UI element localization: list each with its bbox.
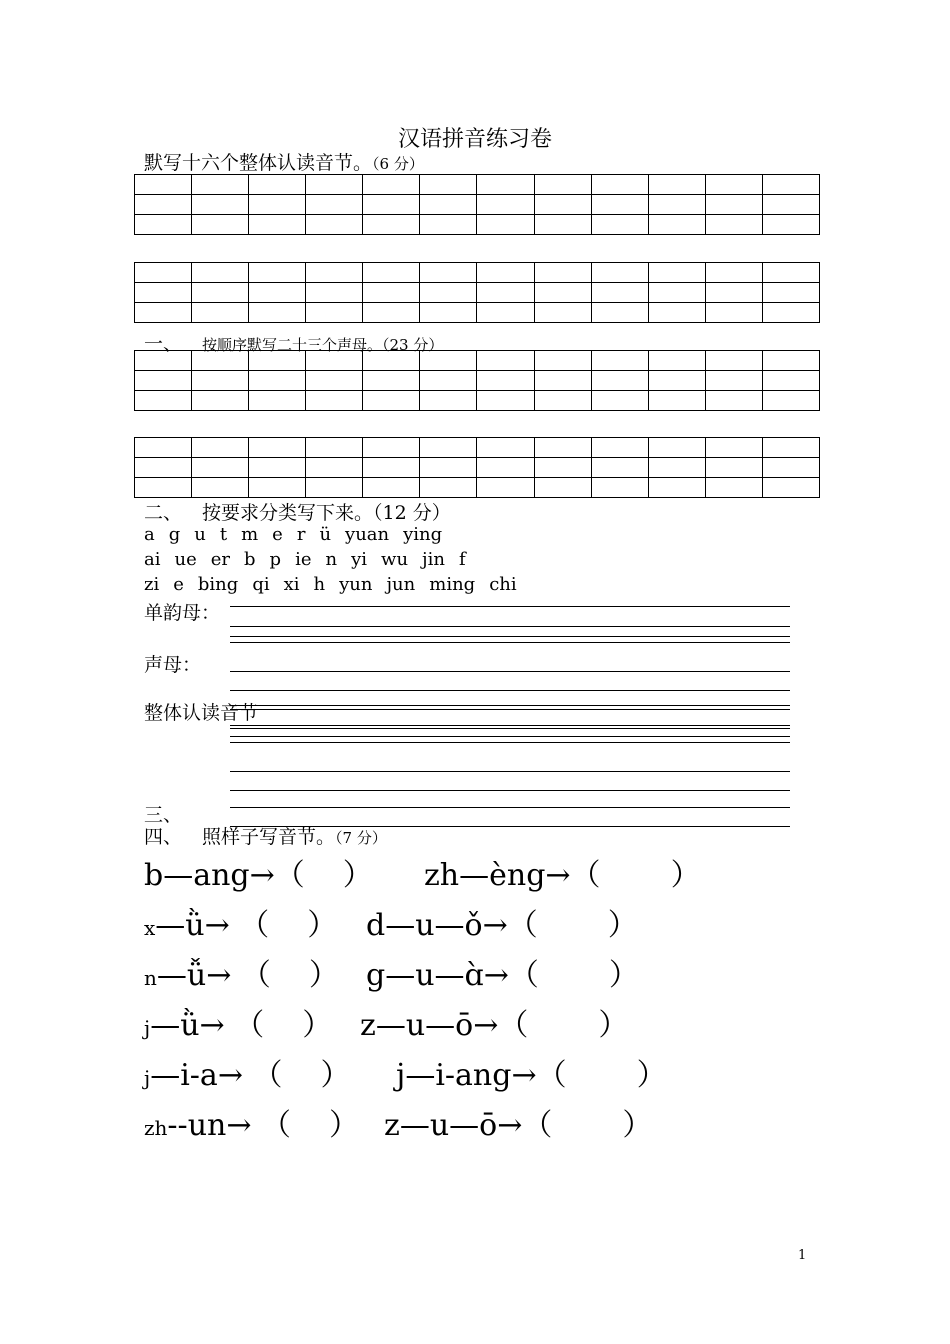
initial: n xyxy=(144,966,157,990)
grid-cell[interactable] xyxy=(762,458,819,478)
grid-cell[interactable] xyxy=(306,263,363,283)
grid-cell[interactable] xyxy=(420,458,477,478)
syllable-parts: —ǚ→ （ xyxy=(156,958,271,993)
grid-cell[interactable] xyxy=(591,175,648,195)
answer-line[interactable] xyxy=(230,807,790,808)
grid-cell[interactable] xyxy=(534,391,591,411)
grid-cell[interactable] xyxy=(591,283,648,303)
close-paren: ） xyxy=(320,1058,351,1093)
section-4-text: 照样子写音节。 xyxy=(202,826,336,848)
grid-cell[interactable] xyxy=(306,458,363,478)
grid-cell[interactable] xyxy=(363,478,420,498)
grid-cell[interactable] xyxy=(648,438,705,458)
pinyin-letter: ie xyxy=(295,549,312,570)
grid-cell[interactable] xyxy=(762,438,819,458)
pinyin-letter: a xyxy=(144,524,155,545)
grid-cell[interactable] xyxy=(648,351,705,371)
pinyin-letter: jun xyxy=(386,574,416,595)
grid-cell[interactable] xyxy=(363,371,420,391)
grid-cell[interactable] xyxy=(591,478,648,498)
grid-cell[interactable] xyxy=(192,175,249,195)
pinyin-letter: b xyxy=(244,549,256,570)
grid-cell[interactable] xyxy=(705,371,762,391)
grid-cell[interactable] xyxy=(534,263,591,283)
initial: b xyxy=(144,858,164,893)
close-paren: ） xyxy=(307,908,338,943)
grid-cell[interactable] xyxy=(306,351,363,371)
pinyin-letter: g xyxy=(168,524,181,545)
grid-cell[interactable] xyxy=(705,478,762,498)
grid-row xyxy=(135,438,820,458)
grid-cell[interactable] xyxy=(420,195,477,215)
syllable-parts: —ǜ→ （ xyxy=(155,908,270,943)
pinyin-letter: xi xyxy=(283,574,300,595)
grid-cell[interactable] xyxy=(477,263,534,283)
initial: j xyxy=(144,1016,151,1040)
grid-cell[interactable] xyxy=(249,263,306,283)
grid-cell[interactable] xyxy=(249,438,306,458)
answer-line[interactable] xyxy=(230,642,790,643)
grid-cell[interactable] xyxy=(192,391,249,411)
writing-grid-2 xyxy=(134,262,820,323)
pinyin-letter: jin xyxy=(422,549,445,570)
answer-line[interactable] xyxy=(230,728,790,729)
grid-cell[interactable] xyxy=(363,195,420,215)
grid-cell[interactable] xyxy=(249,195,306,215)
pinyin-letter: e xyxy=(173,574,184,595)
answer-line[interactable] xyxy=(230,636,790,637)
grid-cell[interactable] xyxy=(705,195,762,215)
pinyin-letter: wu xyxy=(381,549,409,570)
initial: z xyxy=(384,1108,400,1143)
grid-cell[interactable] xyxy=(534,303,591,323)
grid-cell[interactable] xyxy=(762,351,819,371)
grid-cell[interactable] xyxy=(705,351,762,371)
grid-cell[interactable] xyxy=(534,371,591,391)
exercise-b xyxy=(366,950,639,994)
grid-cell[interactable] xyxy=(762,478,819,498)
section-intro-score: （6 分） xyxy=(372,155,424,173)
close-paren: ） xyxy=(607,908,638,943)
letter-row-1 xyxy=(144,524,456,545)
close-paren: ） xyxy=(608,958,639,993)
grid-cell[interactable] xyxy=(135,391,192,411)
close-paren: ） xyxy=(329,1108,360,1143)
section-1-text: 按顺序默写二十三个声母。 xyxy=(202,336,383,354)
grid-cell[interactable] xyxy=(135,283,192,303)
section-3-label: 三、 xyxy=(144,804,183,826)
grid-cell[interactable] xyxy=(477,391,534,411)
grid-cell[interactable] xyxy=(534,195,591,215)
grid-cell[interactable] xyxy=(705,391,762,411)
syllable-parts: —ǜ→ （ xyxy=(150,1008,265,1043)
exercise-a xyxy=(144,1100,359,1144)
pinyin-letter: qi xyxy=(252,574,270,595)
pinyin-letter: yuan xyxy=(345,524,390,545)
syllable-parts: —u—ɑ̀→（ xyxy=(385,958,539,993)
grid-cell[interactable] xyxy=(249,371,306,391)
close-paren: ） xyxy=(302,1008,333,1043)
answer-line[interactable] xyxy=(230,790,790,791)
initial: g xyxy=(366,958,386,993)
grid-row xyxy=(135,371,820,391)
pinyin-letter: n xyxy=(325,549,338,570)
pinyin-letter: ming xyxy=(429,574,476,595)
grid-cell[interactable] xyxy=(135,478,192,498)
syllable-parts: --un→ （ xyxy=(167,1108,292,1143)
grid-cell[interactable] xyxy=(420,391,477,411)
grid-cell[interactable] xyxy=(192,371,249,391)
initial: x xyxy=(144,916,156,940)
grid-cell[interactable] xyxy=(135,371,192,391)
grid-cell[interactable] xyxy=(249,215,306,235)
initial: zh xyxy=(424,858,460,893)
grid-cell[interactable] xyxy=(306,303,363,323)
initial: d xyxy=(366,908,386,943)
exercise-a xyxy=(144,900,337,944)
grid-cell[interactable] xyxy=(135,263,192,283)
grid-cell[interactable] xyxy=(591,351,648,371)
grid-cell[interactable] xyxy=(762,263,819,283)
grid-cell[interactable] xyxy=(192,303,249,323)
syllable-parts: —i-ang→（ xyxy=(405,1058,567,1093)
grid-cell[interactable] xyxy=(249,351,306,371)
grid-cell[interactable] xyxy=(705,175,762,195)
answer-line[interactable] xyxy=(230,736,790,737)
grid-cell[interactable] xyxy=(363,263,420,283)
grid-cell[interactable] xyxy=(135,458,192,478)
page-number: 1 xyxy=(798,1248,807,1263)
grid-row xyxy=(135,195,820,215)
pinyin-letter: ü xyxy=(319,524,332,545)
answer-line[interactable] xyxy=(230,742,790,743)
close-paren: ） xyxy=(622,1108,653,1143)
pinyin-letter: p xyxy=(269,549,282,570)
grid-cell[interactable] xyxy=(363,438,420,458)
grid-cell[interactable] xyxy=(591,458,648,478)
grid-cell[interactable] xyxy=(192,351,249,371)
grid-cell[interactable] xyxy=(249,458,306,478)
grid-cell[interactable] xyxy=(249,391,306,411)
pinyin-letter: r xyxy=(296,524,306,545)
writing-grid-4 xyxy=(134,437,820,498)
grid-cell[interactable] xyxy=(705,283,762,303)
pinyin-letter: m xyxy=(241,524,259,545)
grid-cell[interactable] xyxy=(363,351,420,371)
section-2-text: 按要求分类写下来。 xyxy=(202,502,374,524)
syllable-parts: —u—ō→（ xyxy=(399,1108,553,1143)
grid-cell[interactable] xyxy=(135,175,192,195)
pinyin-letter: u xyxy=(194,524,206,545)
grid-row xyxy=(135,263,820,283)
pinyin-letter: er xyxy=(210,549,231,570)
section-intro-heading xyxy=(144,148,424,175)
grid-cell[interactable] xyxy=(534,351,591,371)
category-vowels-label: 单韵母： xyxy=(144,602,221,624)
grid-cell[interactable] xyxy=(591,215,648,235)
grid-cell[interactable] xyxy=(762,303,819,323)
grid-cell[interactable] xyxy=(420,438,477,458)
grid-cell[interactable] xyxy=(192,478,249,498)
exercise-a xyxy=(144,850,373,894)
category-whole-label: 整体认读音节 xyxy=(144,702,259,724)
section-2-label: 二、 xyxy=(144,502,183,524)
grid-cell[interactable] xyxy=(648,195,705,215)
grid-cell[interactable] xyxy=(591,195,648,215)
letter-row-3 xyxy=(144,574,531,595)
pinyin-letter: zi xyxy=(144,574,160,595)
exercise-b xyxy=(396,1050,667,1094)
grid-cell[interactable] xyxy=(534,458,591,478)
answer-line[interactable] xyxy=(230,690,790,691)
grid-cell[interactable] xyxy=(648,303,705,323)
grid-cell[interactable] xyxy=(648,283,705,303)
grid-cell[interactable] xyxy=(762,283,819,303)
grid-cell[interactable] xyxy=(591,391,648,411)
grid-cell[interactable] xyxy=(477,478,534,498)
exercise-b xyxy=(366,900,638,944)
pinyin-letter: ying xyxy=(403,524,443,545)
section-1-label: 一、 xyxy=(144,333,183,355)
section-4-score: （7 分） xyxy=(335,829,387,847)
pinyin-letter: yun xyxy=(339,574,373,595)
grid-cell[interactable] xyxy=(420,215,477,235)
grid-cell[interactable] xyxy=(534,215,591,235)
grid-cell[interactable] xyxy=(477,458,534,478)
grid-cell[interactable] xyxy=(192,195,249,215)
grid-cell[interactable] xyxy=(306,195,363,215)
grid-cell[interactable] xyxy=(477,303,534,323)
grid-row xyxy=(135,351,820,371)
section-1-score: （23 分） xyxy=(382,336,444,354)
grid-cell[interactable] xyxy=(306,478,363,498)
grid-cell[interactable] xyxy=(420,371,477,391)
grid-cell[interactable] xyxy=(306,371,363,391)
grid-cell[interactable] xyxy=(363,303,420,323)
grid-cell[interactable] xyxy=(648,371,705,391)
grid-cell[interactable] xyxy=(363,458,420,478)
answer-line[interactable] xyxy=(230,705,790,706)
initial: z xyxy=(360,1008,376,1043)
exercise-a xyxy=(144,1000,332,1044)
grid-cell[interactable] xyxy=(249,478,306,498)
grid-cell[interactable] xyxy=(420,175,477,195)
grid-cell[interactable] xyxy=(306,283,363,303)
grid-row xyxy=(135,303,820,323)
grid-cell[interactable] xyxy=(477,438,534,458)
grid-cell[interactable] xyxy=(420,478,477,498)
close-paren: ） xyxy=(308,958,339,993)
grid-cell[interactable] xyxy=(705,438,762,458)
grid-row xyxy=(135,391,820,411)
grid-cell[interactable] xyxy=(591,263,648,283)
grid-cell[interactable] xyxy=(762,371,819,391)
pinyin-letter: t xyxy=(219,524,228,545)
grid-cell[interactable] xyxy=(477,215,534,235)
grid-cell[interactable] xyxy=(306,215,363,235)
close-paren: ） xyxy=(670,858,701,893)
letter-row-2 xyxy=(144,549,480,570)
answer-line[interactable] xyxy=(230,606,790,607)
grid-cell[interactable] xyxy=(591,303,648,323)
grid-cell[interactable] xyxy=(705,263,762,283)
grid-cell[interactable] xyxy=(477,195,534,215)
section-4-heading xyxy=(144,822,387,849)
grid-row xyxy=(135,283,820,303)
grid-cell[interactable] xyxy=(135,438,192,458)
answer-line[interactable] xyxy=(230,725,790,726)
grid-cell[interactable] xyxy=(135,351,192,371)
grid-cell[interactable] xyxy=(705,458,762,478)
exercise-b xyxy=(360,1000,628,1044)
grid-cell[interactable] xyxy=(363,175,420,195)
grid-cell[interactable] xyxy=(762,175,819,195)
grid-cell[interactable] xyxy=(705,303,762,323)
close-paren: ） xyxy=(636,1058,667,1093)
grid-cell[interactable] xyxy=(420,283,477,303)
grid-cell[interactable] xyxy=(420,303,477,323)
grid-cell[interactable] xyxy=(534,283,591,303)
section-intro-text: 默写十六个整体认读音节。 xyxy=(144,152,373,174)
grid-cell[interactable] xyxy=(534,478,591,498)
exercise-b xyxy=(384,1100,652,1144)
grid-cell[interactable] xyxy=(135,215,192,235)
grid-cell[interactable] xyxy=(648,215,705,235)
answer-line[interactable] xyxy=(230,671,790,672)
grid-cell[interactable] xyxy=(363,283,420,303)
syllable-parts: —i-a→ （ xyxy=(150,1058,283,1093)
initial: j xyxy=(144,1066,151,1090)
grid-row xyxy=(135,458,820,478)
pinyin-letter: chi xyxy=(489,574,517,595)
pinyin-letter: bing xyxy=(197,574,239,595)
grid-cell[interactable] xyxy=(192,263,249,283)
grid-cell[interactable] xyxy=(477,175,534,195)
initial: zh xyxy=(144,1116,168,1140)
grid-cell[interactable] xyxy=(192,215,249,235)
grid-cell[interactable] xyxy=(306,175,363,195)
syllable-parts: —u—ō→（ xyxy=(375,1008,529,1043)
pinyin-letter: f xyxy=(458,549,466,570)
grid-cell[interactable] xyxy=(762,195,819,215)
grid-cell[interactable] xyxy=(762,215,819,235)
grid-row xyxy=(135,175,820,195)
grid-cell[interactable] xyxy=(648,478,705,498)
grid-cell[interactable] xyxy=(363,391,420,411)
grid-cell[interactable] xyxy=(648,391,705,411)
grid-cell[interactable] xyxy=(648,458,705,478)
grid-cell[interactable] xyxy=(705,215,762,235)
grid-cell[interactable] xyxy=(477,283,534,303)
syllable-parts: —ang→（ xyxy=(163,858,305,893)
grid-row xyxy=(135,215,820,235)
exercise-b xyxy=(424,850,701,894)
pinyin-letter: ue xyxy=(174,549,197,570)
pinyin-letter: ai xyxy=(144,549,161,570)
grid-row xyxy=(135,478,820,498)
pinyin-letter: h xyxy=(313,574,326,595)
section-2-heading xyxy=(144,498,451,525)
pinyin-letter: e xyxy=(272,524,283,545)
syllable-parts: —u—ǒ→（ xyxy=(385,908,538,943)
category-initials-label: 声母： xyxy=(144,654,202,676)
grid-cell[interactable] xyxy=(420,351,477,371)
grid-cell[interactable] xyxy=(192,283,249,303)
grid-cell[interactable] xyxy=(648,175,705,195)
grid-cell[interactable] xyxy=(249,303,306,323)
grid-cell[interactable] xyxy=(306,391,363,411)
exercise-a xyxy=(144,1050,351,1094)
page-title: 汉语拼音练习卷 xyxy=(397,127,552,152)
initial: j xyxy=(396,1058,406,1093)
section-4-label: 四、 xyxy=(144,826,183,848)
grid-cell[interactable] xyxy=(135,303,192,323)
answer-line[interactable] xyxy=(230,626,790,627)
close-paren: ） xyxy=(342,858,373,893)
grid-cell[interactable] xyxy=(591,371,648,391)
grid-cell[interactable] xyxy=(534,175,591,195)
grid-cell[interactable] xyxy=(762,391,819,411)
pinyin-letter: yi xyxy=(351,549,368,570)
grid-cell[interactable] xyxy=(648,263,705,283)
section-2-score: （12 分） xyxy=(373,502,451,524)
grid-cell[interactable] xyxy=(477,371,534,391)
answer-line[interactable] xyxy=(230,771,790,772)
grid-cell[interactable] xyxy=(363,215,420,235)
writing-grid-1 xyxy=(134,174,820,235)
syllable-parts: —èng→（ xyxy=(459,858,601,893)
grid-cell[interactable] xyxy=(249,283,306,303)
grid-cell[interactable] xyxy=(420,263,477,283)
exercise-a xyxy=(144,950,339,994)
grid-cell[interactable] xyxy=(477,351,534,371)
writing-grid-3 xyxy=(134,350,820,411)
grid-cell[interactable] xyxy=(192,438,249,458)
grid-cell[interactable] xyxy=(591,438,648,458)
grid-cell[interactable] xyxy=(534,438,591,458)
grid-cell[interactable] xyxy=(249,175,306,195)
grid-cell[interactable] xyxy=(135,195,192,215)
answer-line[interactable] xyxy=(230,709,790,710)
grid-cell[interactable] xyxy=(192,458,249,478)
close-paren: ） xyxy=(598,1008,629,1043)
grid-cell[interactable] xyxy=(306,438,363,458)
